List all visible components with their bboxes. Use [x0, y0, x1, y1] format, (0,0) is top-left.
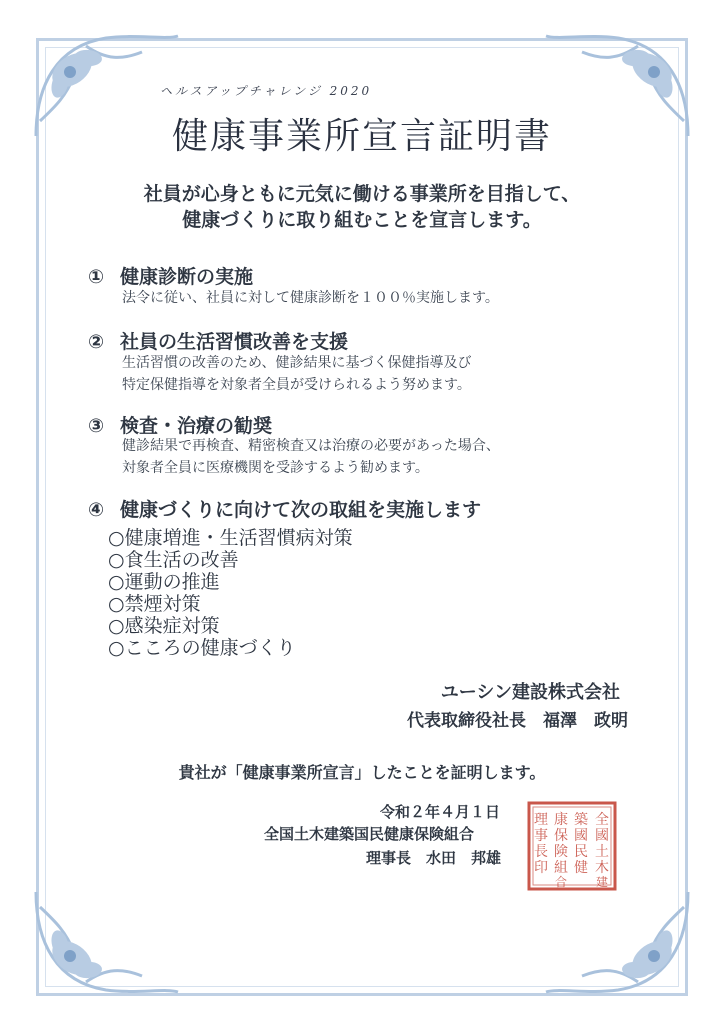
svg-text:健: 健: [574, 860, 588, 876]
action-item-4: ○禁煙対策: [108, 593, 201, 615]
official-seal-stamp: [526, 800, 618, 892]
svg-text:保: 保: [554, 828, 568, 844]
item-2-title: 社員の生活習慣改善を支援: [120, 331, 349, 353]
declaration-lead: [0, 181, 724, 233]
action-item-6: ○こころの健康づくり: [108, 637, 296, 659]
item-3-body-line-2: 対象者全員に医療機関を受診するよう勧めます。: [122, 460, 429, 476]
lead-line-2: 健康づくりに取り組むことを宣言します。: [182, 209, 542, 231]
svg-text:木: 木: [595, 860, 609, 876]
svg-text:事: 事: [534, 828, 548, 844]
item-4-number: ④: [88, 499, 105, 521]
subtitle: ヘルスアップチャレンジ 2020: [160, 84, 373, 98]
corner-ornament-bottom-right: [538, 882, 698, 1002]
item-4-heading: [88, 495, 481, 522]
item-2-number: ②: [88, 331, 105, 353]
corner-ornament-bottom-left: [26, 882, 186, 1002]
svg-text:長: 長: [534, 844, 548, 860]
svg-text:國: 國: [595, 828, 609, 844]
item-3-number: ③: [88, 415, 105, 437]
svg-text:険: 険: [554, 844, 568, 860]
item-2-body-line-1: 生活習慣の改善のため、健診結果に基づく保健指導及び: [122, 355, 472, 371]
lead-line-1: 社員が心身ともに元気に働ける事業所を目指して、: [143, 183, 581, 205]
certification-statement: 貴社が「健康事業所宣言」したことを証明します。: [178, 763, 546, 782]
issue-date: 令和２年４月１日: [380, 803, 501, 821]
svg-text:全: 全: [595, 812, 609, 828]
item-1-heading: [88, 262, 253, 289]
chairman-name: 理事長 水田 邦雄: [366, 849, 502, 867]
svg-text:康: 康: [554, 812, 568, 828]
svg-text:民: 民: [574, 844, 588, 860]
company-name: ユーシン建設株式会社: [440, 682, 620, 703]
svg-text:建: 建: [595, 875, 609, 889]
item-1-body-line-1: 法令に従い、社員に対して健康診断を１００％実施します。: [122, 290, 499, 306]
svg-text:土: 土: [595, 844, 609, 860]
item-4-title: 健康づくりに向けて次の取組を実施します: [120, 499, 482, 521]
svg-text:合: 合: [554, 875, 568, 889]
svg-text:組: 組: [554, 860, 568, 876]
svg-text:國: 國: [574, 828, 588, 844]
item-2-body: [122, 352, 471, 396]
svg-text:印: 印: [534, 860, 548, 876]
svg-text:築: 築: [574, 812, 588, 828]
item-1-body: [122, 287, 499, 309]
action-item-1: ○健康増進・生活習慣病対策: [108, 527, 353, 549]
action-item-3: ○運動の推進: [108, 571, 220, 593]
page-title: 健康事業所宣言証明書: [171, 116, 552, 157]
item-2-heading: [88, 327, 348, 354]
item-3-heading: [88, 411, 272, 438]
item-3-body-line-1: 健診結果で再検査、精密検査又は治療の必要があった場合、: [122, 438, 500, 454]
action-item-5: ○感染症対策: [108, 615, 220, 637]
action-list: [108, 527, 353, 659]
representative-name: 代表取締役社長 福澤 政明: [407, 711, 628, 731]
svg-text:理: 理: [534, 812, 548, 828]
item-3-body: [122, 435, 500, 479]
item-2-body-line-2: 特定保健指導を対象者全員が受けられるよう努めます。: [122, 377, 471, 393]
item-3-title: 検査・治療の勧奨: [120, 415, 273, 437]
item-1-number: ①: [88, 266, 105, 288]
action-item-2: ○食生活の改善: [108, 549, 239, 571]
item-1-title: 健康診断の実施: [120, 266, 254, 288]
issuing-association: 全国土木建築国民健康保険組合: [264, 825, 475, 843]
